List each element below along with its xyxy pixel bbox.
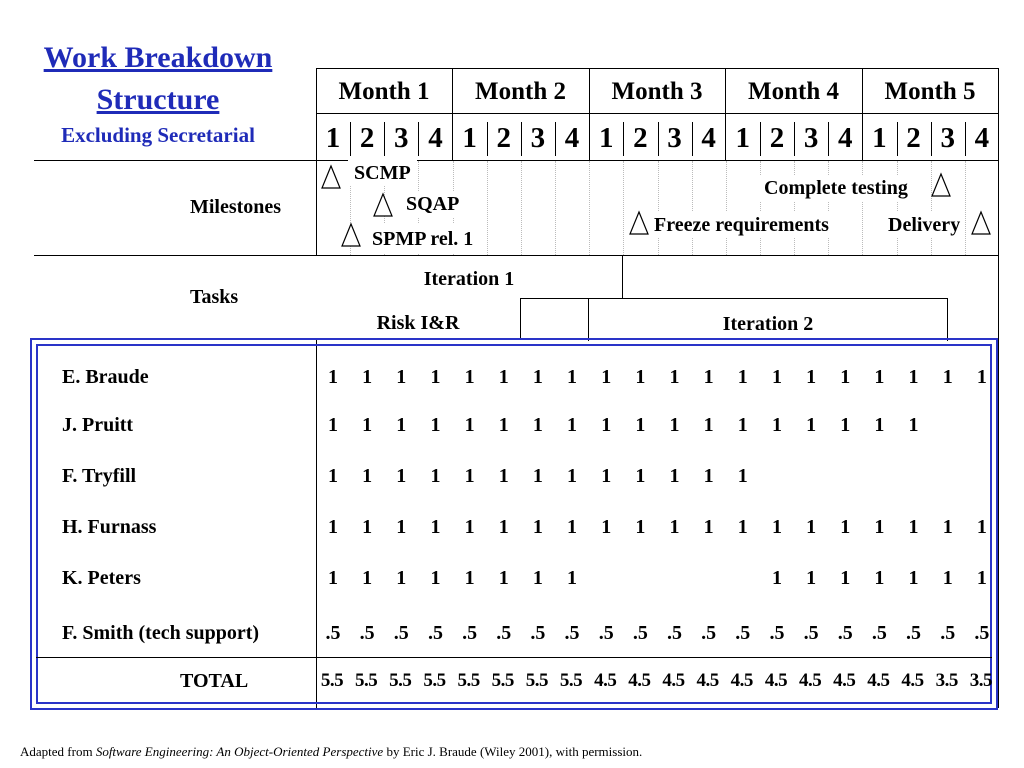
staff-cell: 1 bbox=[703, 516, 714, 538]
staff-cell: 1 bbox=[840, 567, 851, 589]
staff-cell: .5 bbox=[393, 622, 409, 644]
milestone-freeze-requirements: Freeze requirements bbox=[650, 212, 833, 238]
staff-cell: .5 bbox=[803, 622, 819, 644]
iteration2-bar bbox=[588, 298, 948, 341]
staff-name: F. Smith (tech support) bbox=[62, 622, 260, 644]
week-header: 1 bbox=[325, 122, 341, 154]
staff-cell: 1 bbox=[908, 567, 919, 589]
milestone-complete-testing-triangle-icon bbox=[930, 172, 952, 198]
staff-cell: 1 bbox=[532, 465, 543, 487]
staff-cell: 1 bbox=[635, 516, 646, 538]
milestone-sqap-triangle-icon bbox=[372, 192, 394, 218]
staff-cell: 1 bbox=[737, 414, 748, 436]
total-cell: 4.5 bbox=[730, 670, 753, 691]
staff-cell: 1 bbox=[737, 366, 748, 388]
staff-cell: 1 bbox=[362, 516, 373, 538]
staff-name: J. Pruitt bbox=[62, 414, 134, 436]
milestone-delivery: Delivery bbox=[888, 214, 961, 236]
staff-name: F. Tryfill bbox=[62, 465, 137, 487]
week-header: 3 bbox=[940, 122, 955, 154]
staff-cell: 1 bbox=[942, 516, 953, 538]
staff-cell: .5 bbox=[632, 622, 648, 644]
week-header: 4 bbox=[564, 122, 580, 154]
week-header: 2 bbox=[769, 122, 785, 154]
month-header: Month 1 bbox=[338, 78, 430, 105]
total-cell: 4.5 bbox=[798, 670, 822, 691]
milestone-freeze-triangle-icon bbox=[628, 210, 650, 236]
staff-cell: 1 bbox=[328, 366, 338, 388]
staff-cell: .5 bbox=[701, 622, 717, 644]
staff-cell: 1 bbox=[532, 366, 543, 388]
staff-cell: 1 bbox=[874, 414, 885, 436]
milestone-delivery-triangle-icon bbox=[970, 210, 992, 236]
week-header: 4 bbox=[701, 122, 716, 154]
staff-cell: 1 bbox=[840, 366, 851, 388]
staff-cell: 1 bbox=[328, 516, 338, 538]
staff-cell: 1 bbox=[498, 366, 509, 388]
staff-cell: .5 bbox=[906, 622, 922, 644]
staff-cell: 1 bbox=[840, 414, 851, 436]
staff-cell: 1 bbox=[362, 465, 373, 487]
week-header: 4 bbox=[428, 122, 443, 154]
total-cell: 5.5 bbox=[491, 670, 514, 691]
month-header: Month 5 bbox=[884, 78, 976, 105]
staff-cell: 1 bbox=[942, 567, 953, 589]
footnote bbox=[20, 744, 642, 760]
staff-cell: 1 bbox=[771, 366, 782, 388]
staff-cell: 1 bbox=[567, 516, 578, 538]
staff-cell: .5 bbox=[667, 622, 682, 644]
week-header: 3 bbox=[394, 122, 409, 154]
staff-cell: 1 bbox=[771, 414, 782, 436]
staff-cell: 1 bbox=[703, 366, 714, 388]
staff-cell: 1 bbox=[942, 366, 953, 388]
staff-cell: .5 bbox=[325, 622, 341, 644]
week-header: 2 bbox=[633, 122, 648, 154]
milestone-scmp-triangle-icon bbox=[320, 164, 342, 190]
staff-cell: 1 bbox=[362, 366, 373, 388]
staff-cell: 1 bbox=[498, 516, 509, 538]
staff-cell: 1 bbox=[328, 465, 338, 487]
week-header: 3 bbox=[667, 122, 682, 154]
staff-cell: .5 bbox=[496, 622, 512, 644]
staff-cell: 1 bbox=[703, 465, 714, 487]
staff-cell: 1 bbox=[464, 465, 475, 487]
week-header: 1 bbox=[872, 122, 887, 154]
staff-cell: 1 bbox=[669, 414, 680, 436]
staff-cell: .5 bbox=[837, 622, 853, 644]
staff-cell: 1 bbox=[567, 465, 578, 487]
staff-cell: .5 bbox=[871, 622, 887, 644]
risk-label: Risk I&R bbox=[376, 312, 460, 334]
total-cell: 4.5 bbox=[628, 670, 651, 691]
staff-cell: 1 bbox=[976, 366, 987, 388]
total-cell: 3.5 bbox=[969, 670, 992, 691]
staff-cell: 1 bbox=[908, 414, 919, 436]
staff-cell: 1 bbox=[635, 366, 646, 388]
staff-cell: 1 bbox=[806, 366, 817, 388]
staff-cell: 1 bbox=[669, 465, 680, 487]
week-header: 2 bbox=[496, 122, 511, 154]
total-cell: 5.5 bbox=[559, 670, 583, 691]
staff-cell: 1 bbox=[532, 567, 543, 589]
staff-cell: 1 bbox=[806, 516, 817, 538]
week-header: 2 bbox=[906, 122, 921, 154]
week-header: 3 bbox=[530, 122, 546, 154]
total-cell: 3.5 bbox=[935, 670, 958, 691]
staff-cell: 1 bbox=[567, 366, 578, 388]
month-header: Month 4 bbox=[748, 78, 839, 105]
staff-cell: 1 bbox=[771, 516, 782, 538]
milestones-label: Milestones bbox=[190, 196, 282, 218]
tasks-label: Tasks bbox=[190, 286, 239, 308]
staff-cell: 1 bbox=[396, 414, 407, 436]
staff-cell: 1 bbox=[464, 366, 475, 388]
staff-cell: 1 bbox=[908, 366, 919, 388]
total-cell: 5.5 bbox=[389, 670, 412, 691]
staff-cell: 1 bbox=[362, 414, 373, 436]
milestone-spmp-triangle-icon bbox=[340, 222, 362, 248]
staff-cell: 1 bbox=[601, 366, 612, 388]
staff-cell: 1 bbox=[532, 516, 543, 538]
staff-cell: 1 bbox=[464, 516, 475, 538]
staff-cell: 1 bbox=[703, 414, 714, 436]
staff-cell: 1 bbox=[669, 516, 680, 538]
total-label: TOTAL bbox=[180, 670, 249, 692]
footnote-suffix: by Eric J. Braude (Wiley 2001), with permission. bbox=[383, 744, 643, 759]
staff-cell: 1 bbox=[635, 414, 646, 436]
staff-cell: .5 bbox=[427, 622, 443, 644]
week-header: 4 bbox=[974, 122, 990, 154]
staff-cell: 1 bbox=[396, 366, 407, 388]
staff-cell: 1 bbox=[464, 414, 475, 436]
iteration1-label: Iteration 1 bbox=[423, 268, 515, 290]
staff-cell: 1 bbox=[430, 414, 441, 436]
staff-cell: 1 bbox=[498, 567, 509, 589]
week-header: 2 bbox=[359, 122, 375, 154]
staff-cell: 1 bbox=[737, 465, 748, 487]
page-title-line2: Structure bbox=[96, 83, 220, 116]
staff-cell: 1 bbox=[464, 567, 475, 589]
milestone-sqap: SQAP bbox=[400, 191, 465, 217]
staff-cell: 1 bbox=[430, 465, 441, 487]
staff-cell: 1 bbox=[669, 366, 680, 388]
staff-cell: 1 bbox=[806, 567, 817, 589]
staff-cell: 1 bbox=[498, 414, 509, 436]
total-cell: 4.5 bbox=[696, 670, 719, 691]
staff-cell: 1 bbox=[601, 414, 612, 436]
staff-name: H. Furnass bbox=[62, 516, 157, 538]
page-title-line1: Work Breakdown bbox=[43, 41, 273, 74]
total-cell: 5.5 bbox=[423, 670, 446, 691]
staff-cell: 1 bbox=[874, 567, 885, 589]
staff-cell: 1 bbox=[771, 567, 782, 589]
staff-cell: .5 bbox=[940, 622, 956, 644]
staff-cell: 1 bbox=[874, 366, 885, 388]
staff-cell: 1 bbox=[328, 414, 338, 436]
iteration1-bar bbox=[316, 256, 623, 299]
staff-cell: 1 bbox=[601, 516, 612, 538]
page-subtitle: Excluding Secretarial bbox=[61, 123, 255, 147]
staff-cell: 1 bbox=[976, 567, 987, 589]
staff-cell: .5 bbox=[359, 622, 375, 644]
total-cell: 4.5 bbox=[901, 670, 924, 691]
staff-cell: 1 bbox=[567, 414, 578, 436]
staff-cell: .5 bbox=[530, 622, 546, 644]
month-header: Month 2 bbox=[475, 78, 566, 105]
staff-cell: 1 bbox=[874, 516, 885, 538]
staff-cell: 1 bbox=[737, 516, 748, 538]
staff-cell: 1 bbox=[498, 465, 509, 487]
staff-cell: 1 bbox=[806, 414, 817, 436]
total-cell: 5.5 bbox=[320, 670, 344, 691]
week-header: 1 bbox=[462, 122, 477, 154]
staff-cell: .5 bbox=[564, 622, 580, 644]
staff-cell: .5 bbox=[769, 622, 785, 644]
total-cell: 4.5 bbox=[594, 670, 617, 691]
staff-cell: 1 bbox=[396, 567, 407, 589]
staff-cell: 1 bbox=[430, 516, 441, 538]
staff-cell: .5 bbox=[974, 622, 990, 644]
staff-cell: 1 bbox=[396, 516, 407, 538]
staff-cell: 1 bbox=[840, 516, 851, 538]
month-header: Month 3 bbox=[611, 78, 703, 105]
risk-bar bbox=[316, 298, 521, 340]
staff-cell: 1 bbox=[532, 414, 543, 436]
week-header: 1 bbox=[735, 122, 751, 154]
staff-cell: 1 bbox=[908, 516, 919, 538]
total-cell: 4.5 bbox=[833, 670, 856, 691]
staff-cell: .5 bbox=[735, 622, 751, 644]
staff-cell: 1 bbox=[396, 465, 407, 487]
staff-cell: 1 bbox=[976, 516, 987, 538]
footnote-prefix: Adapted from bbox=[20, 744, 96, 759]
staff-name: E. Braude bbox=[62, 366, 149, 388]
staff-cell: 1 bbox=[567, 567, 578, 589]
staff-cell: 1 bbox=[362, 567, 373, 589]
staff-cell: .5 bbox=[598, 622, 614, 644]
iteration2-label: Iteration 2 bbox=[722, 313, 814, 335]
total-cell: 4.5 bbox=[764, 670, 788, 691]
week-header: 4 bbox=[838, 122, 853, 154]
staff-cell: 1 bbox=[328, 567, 338, 589]
staff-cell: 1 bbox=[601, 465, 612, 487]
total-cell: 5.5 bbox=[355, 670, 378, 691]
staff-cell: 1 bbox=[430, 567, 441, 589]
total-cell: 4.5 bbox=[867, 670, 890, 691]
total-cell: 5.5 bbox=[525, 670, 549, 691]
footnote-book: Software Engineering: An Object-Oriented Perspective bbox=[95, 744, 384, 759]
milestone-scmp: SCMP bbox=[348, 160, 417, 186]
staff-name: K. Peters bbox=[62, 567, 141, 589]
milestone-spmp: SPMP rel. 1 bbox=[364, 224, 481, 254]
staff-cell: 1 bbox=[635, 465, 646, 487]
total-cell: 5.5 bbox=[457, 670, 480, 691]
milestone-complete-testing: Complete testing bbox=[760, 175, 912, 201]
total-cell: 4.5 bbox=[662, 670, 685, 691]
staff-cell: 1 bbox=[430, 366, 441, 388]
week-header: 1 bbox=[598, 122, 614, 154]
week-header: 3 bbox=[803, 122, 819, 154]
staff-cell: .5 bbox=[462, 622, 478, 644]
